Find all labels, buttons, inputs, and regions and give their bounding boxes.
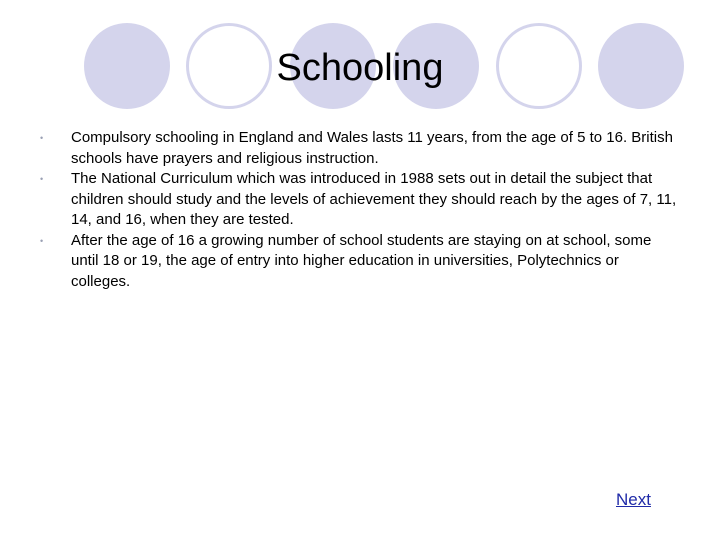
bullet-item xyxy=(40,128,680,169)
bullet-item xyxy=(40,231,680,293)
bullet-text: Compulsory schooling in England and Wales lasts 11 years, from the age of 5 to 16. British schools have prayers and religious instruction. xyxy=(71,129,673,167)
bullet-marker: • xyxy=(40,174,44,184)
bullet-marker: • xyxy=(40,133,44,143)
decorative-circle-filled xyxy=(598,23,684,109)
next-link[interactable]: Next xyxy=(616,490,651,509)
bullet-text: The National Curriculum which was introduced in 1988 sets out in detail the subject that children should study and the levels of achievement they should reach by the ages of 7, 11, 14, and 16, when they are tested. xyxy=(71,170,677,228)
bullet-marker: • xyxy=(40,235,44,246)
bullet-text: After the age of 16 a growing number of school students are staying on at school, some until 18 or 19, the age of entry into higher education in universities, Polytechnics or colleges. xyxy=(71,231,652,290)
bullet-list xyxy=(40,128,680,292)
bullet-item xyxy=(40,169,680,231)
slide-title: Schooling xyxy=(276,47,444,89)
decorative-circle-filled xyxy=(84,23,170,109)
